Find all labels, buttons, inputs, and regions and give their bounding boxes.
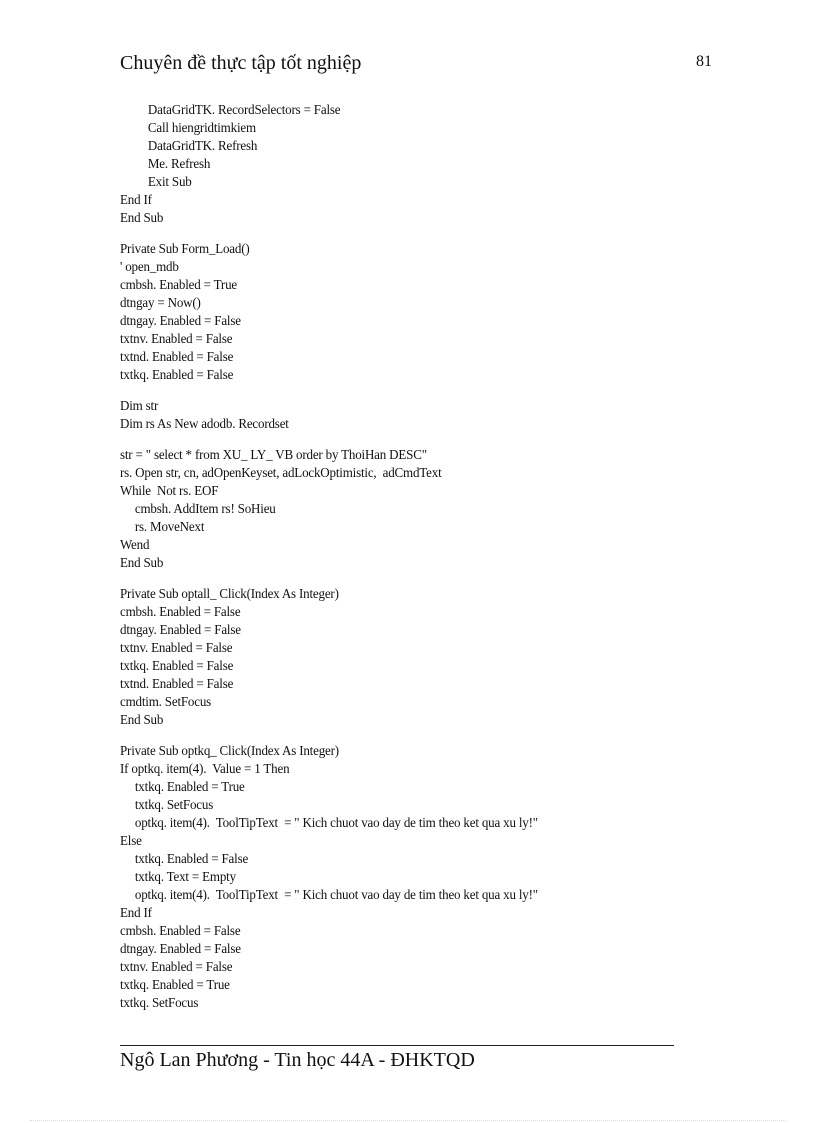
code-line: txtkq. SetFocus [120, 996, 199, 1011]
code-line: dtngay = Now() [120, 296, 201, 311]
code-line: txtkq. SetFocus [134, 798, 214, 813]
page-bottom-edge [30, 1120, 786, 1121]
code-line: Wend [120, 538, 150, 553]
footer-divider [120, 1045, 674, 1046]
code-line: Private Sub optkq_ Click(Index As Integer) [120, 744, 339, 759]
code-line: dtngay. Enabled = False [120, 623, 241, 638]
code-line: txtnd. Enabled = False [120, 350, 234, 365]
code-line: While Not rs. EOF [120, 484, 219, 499]
code-line: dtngay. Enabled = False [120, 314, 241, 329]
code-line: Call hiengridtimkiem [147, 121, 256, 136]
footer-author: Ngô Lan Phương - Tin học 44A - ĐHKTQD [120, 1049, 475, 1071]
code-line: rs. MoveNext [134, 520, 205, 535]
code-line: End If [120, 906, 152, 921]
code-line: Private Sub Form_Load() [120, 242, 250, 257]
code-line: Else [120, 834, 142, 849]
code-line: optkq. item(4). ToolTipText = " Kich chuot vao day de tim theo ket qua xu ly!" [134, 816, 538, 831]
code-line: Me. Refresh [147, 157, 211, 172]
code-line: cmbsh. Enabled = True [120, 278, 238, 293]
code-line: If optkq. item(4). Value = 1 Then [120, 762, 290, 777]
code-line: End Sub [120, 211, 164, 226]
header-title: Chuyên đề thực tập tốt nghiệp [120, 52, 362, 74]
code-line: ' open_mdb [120, 260, 179, 275]
code-line: DataGridTK. Refresh [147, 139, 258, 154]
code-line: cmdtim. SetFocus [120, 695, 212, 710]
code-line: txtnv. Enabled = False [120, 960, 233, 975]
code-line: txtkq. Text = Empty [134, 870, 236, 885]
code-line: txtkq. Enabled = False [120, 368, 234, 383]
code-line: txtkq. Enabled = False [120, 659, 234, 674]
code-line: cmbsh. AddItem rs! SoHieu [134, 502, 276, 517]
code-line: rs. Open str, cn, adOpenKeyset, adLockOptimistic, adCmdText [120, 466, 442, 481]
code-line: txtkq. Enabled = False [134, 852, 249, 867]
code-line: Dim str [120, 399, 159, 414]
code-line: Dim rs As New adodb. Recordset [120, 417, 289, 432]
code-line: End Sub [120, 556, 164, 571]
code-line: txtnv. Enabled = False [120, 332, 233, 347]
code-line: txtkq. Enabled = True [120, 978, 230, 993]
code-line: Exit Sub [147, 175, 192, 190]
code-line: DataGridTK. RecordSelectors = False [147, 103, 341, 118]
code-line: str = " select * from XU_ LY_ VB order by ThoiHan DESC" [120, 448, 427, 463]
code-line: End If [120, 193, 152, 208]
code-line: cmbsh. Enabled = False [120, 924, 241, 939]
code-line: dtngay. Enabled = False [120, 942, 241, 957]
page-number: 81 [696, 53, 712, 70]
code-line: txtnv. Enabled = False [120, 641, 233, 656]
code-line: End Sub [120, 713, 164, 728]
code-line: optkq. item(4). ToolTipText = " Kich chuot vao day de tim theo ket qua xu ly!" [134, 888, 538, 903]
code-line: Private Sub optall_ Click(Index As Integer) [120, 587, 339, 602]
code-line: txtkq. Enabled = True [134, 780, 245, 795]
code-listing [120, 102, 700, 1013]
code-line: txtnd. Enabled = False [120, 677, 234, 692]
code-line: cmbsh. Enabled = False [120, 605, 241, 620]
